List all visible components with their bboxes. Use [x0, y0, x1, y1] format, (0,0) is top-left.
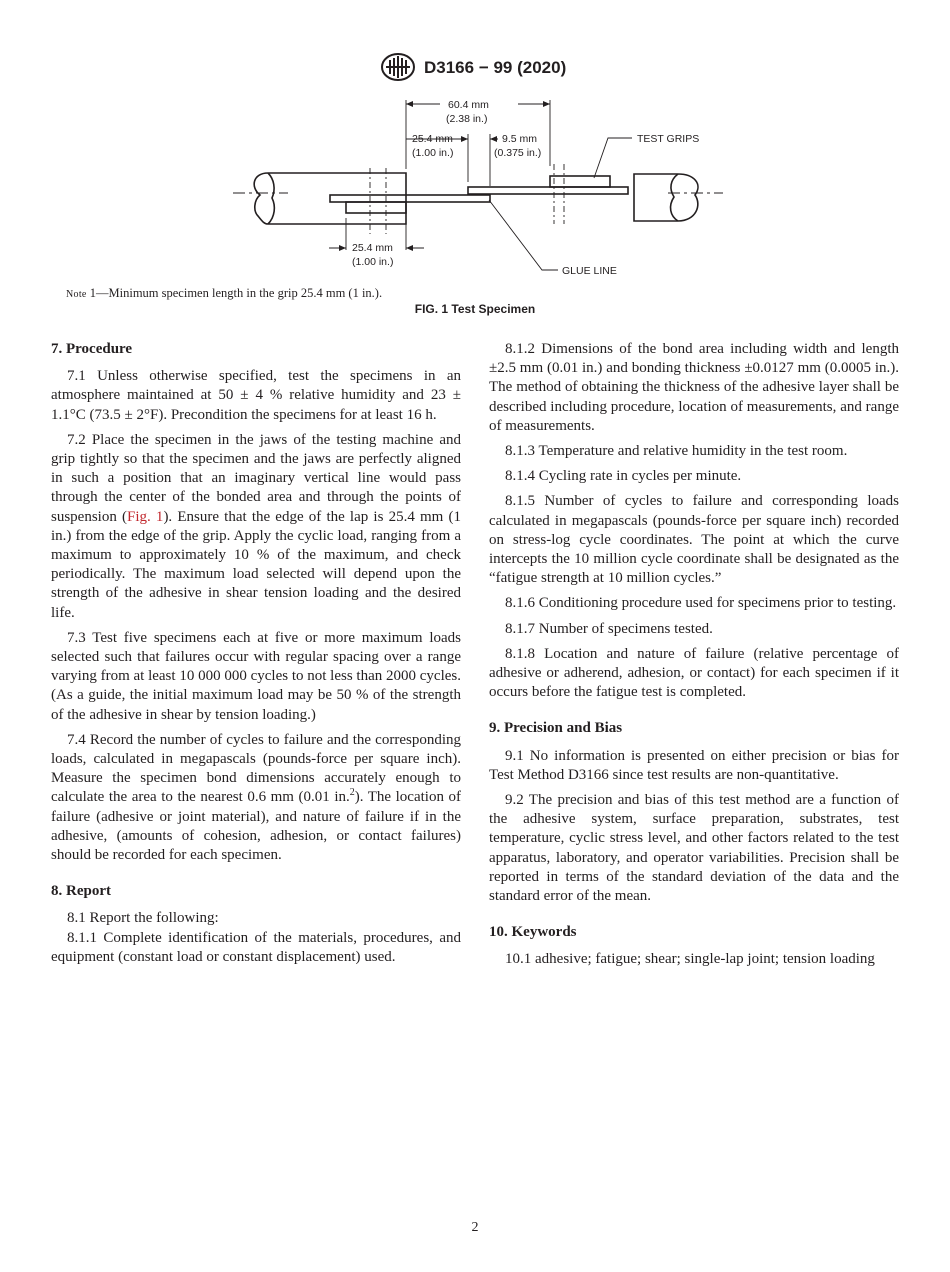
para-8-1: 8.1 Report the following: [67, 910, 219, 927]
note-label: Note [66, 289, 87, 300]
note-text: 1—Minimum specimen length in the grip 25.4 mm (1 in.). [86, 286, 383, 300]
para-8-1-7: 8.1.7 Number of specimens tested. [505, 620, 713, 637]
para-8-1-2: 8.1.2 Dimensions of the bond area including width and length ±2.5 mm (0.01 in.) and bonding thickness ±0.0127 mm (0.0005 in.). The method of obtaining the thickness of the adhesive layer shall be described including procedure, location of measurements, and range of measurements. [489, 341, 899, 434]
dim-overall-in: (2.38 in.) [446, 113, 488, 125]
para-7-3: 7.3 Test five specimens each at five or more maximum loads selected such that failures occur with regular spacing over a range varying from at least 10 000 000 cycles to not less than 2000 cycles. (As a guide, the initial maximum load may be 50 % of the strength of the adhesive in shear by tension loading.) [51, 629, 461, 723]
dim-gap-mm: 9.5 mm [502, 133, 538, 145]
page-number: 2 [471, 1220, 479, 1235]
para-10-1: 10.1 adhesive; fatigue; shear; single-lap joint; tension loading [505, 951, 875, 968]
para-7-1: 7.1 Unless otherwise specified, test the specimens in an atmosphere maintained at 50 ± 4 % relative humidity and 23 ± 1.1°C (73.5 ± 2°F). Precondition the specimens for at least 16 h. [51, 368, 461, 423]
section-7-heading: 7. Procedure [51, 341, 133, 357]
right-column [489, 340, 899, 976]
standard-designation: D3166 − 99 (2020) [424, 58, 567, 77]
para-8-1-5: 8.1.5 Number of cycles to failure and corresponding loads calculated in megapascals (pounds-force per square inch) recorded on stress-log cycle coordinates. The point at which the curve intercepts the 10 million cycle coordinate shall be designated as the “fatigue strength at 10 million cycles.” [489, 493, 899, 587]
figure-note [66, 286, 382, 301]
dim-gap-in: (0.375 in.) [494, 147, 542, 159]
para-9-2: 9.2 The precision and bias of this test method are a function of the adhesive system, surface preparation, substrates, test temperature, cyclic stress level, and other factors related to the test apparatus, laboratory, and operator variabilities. Precision shall be reported in terms of the standard deviation of the data and the standard error of the mean. [489, 792, 899, 905]
dim-overall-mm: 60.4 mm [448, 99, 489, 111]
figure-caption: FIG. 1 Test Specimen [414, 302, 536, 316]
section-8-heading: 8. Report [51, 883, 111, 900]
dim-grip-mm: 25.4 mm [352, 242, 393, 254]
left-column [51, 340, 461, 973]
para-8-1-6: 8.1.6 Conditioning procedure used for specimens prior to testing. [505, 595, 897, 612]
fig-1-link[interactable]: Fig. 1 [127, 508, 164, 525]
label-test-grips: TEST GRIPS [637, 133, 700, 145]
label-glue-line: GLUE LINE [562, 265, 617, 277]
para-8-1-8: 8.1.8 Location and nature of failure (relative percentage of adhesive or adherend, adhesion, or contact) for each specimen if it occurs before the fatigue test is completed. [489, 645, 899, 701]
page-header [0, 52, 950, 86]
para-7-2: 7.2 Place the specimen in the jaws of the testing machine and grip tightly so that the specimen and the jaws are perfectly aligned in such a position that an imaginary vertical line would pass through the center of the bonded area and through the points of suspension (Fig. 1). Ensure that the edge of the lap is 25.4 mm (1 in.) from the edge of the grip. Apply the cyclic load, ranging from a maximum to approximately 10 % of the maximum, and check periodically. The maximum load selected will depend upon the strength of the adhesive in shear tension loading and the desired life. [51, 431, 461, 621]
dim-grip-in: (1.00 in.) [352, 256, 394, 268]
para-8-1-3: 8.1.3 Temperature and relative humidity in the test room. [505, 443, 848, 460]
dim-lap-in: (1.00 in.) [412, 147, 454, 159]
section-10-heading: 10. Keywords [489, 924, 577, 941]
dim-lap-mm: 25.4 mm [412, 133, 453, 145]
astm-logo [380, 52, 416, 82]
para-9-1: 9.1 No information is presented on either precision or bias for Test Method D3166 since test results are non-quantitative. [489, 747, 899, 783]
test-specimen-figure [228, 94, 728, 284]
para-8-1-4: 8.1.4 Cycling rate in cycles per minute. [505, 468, 742, 485]
para-8-1-1: 8.1.1 Complete identification of the materials, procedures, and equipment (constant load or constant displacement) used. [51, 929, 461, 965]
section-9-heading: 9. Precision and Bias [489, 720, 623, 737]
para-7-4: 7.4 Record the number of cycles to failure and the corresponding loads, calculated in megapascals (pounds-force per square inch). Measure the specimen bond dimensions accurately enough to calculate the area to the nearest 0.6 mm (0.01 in.$^2$). The location of failure (adhesive or joint material), and nature of failure if in the adhesive, (amounts of cohesion, adhesion, or contact failures) should be recorded for each specimen. [51, 731, 461, 864]
